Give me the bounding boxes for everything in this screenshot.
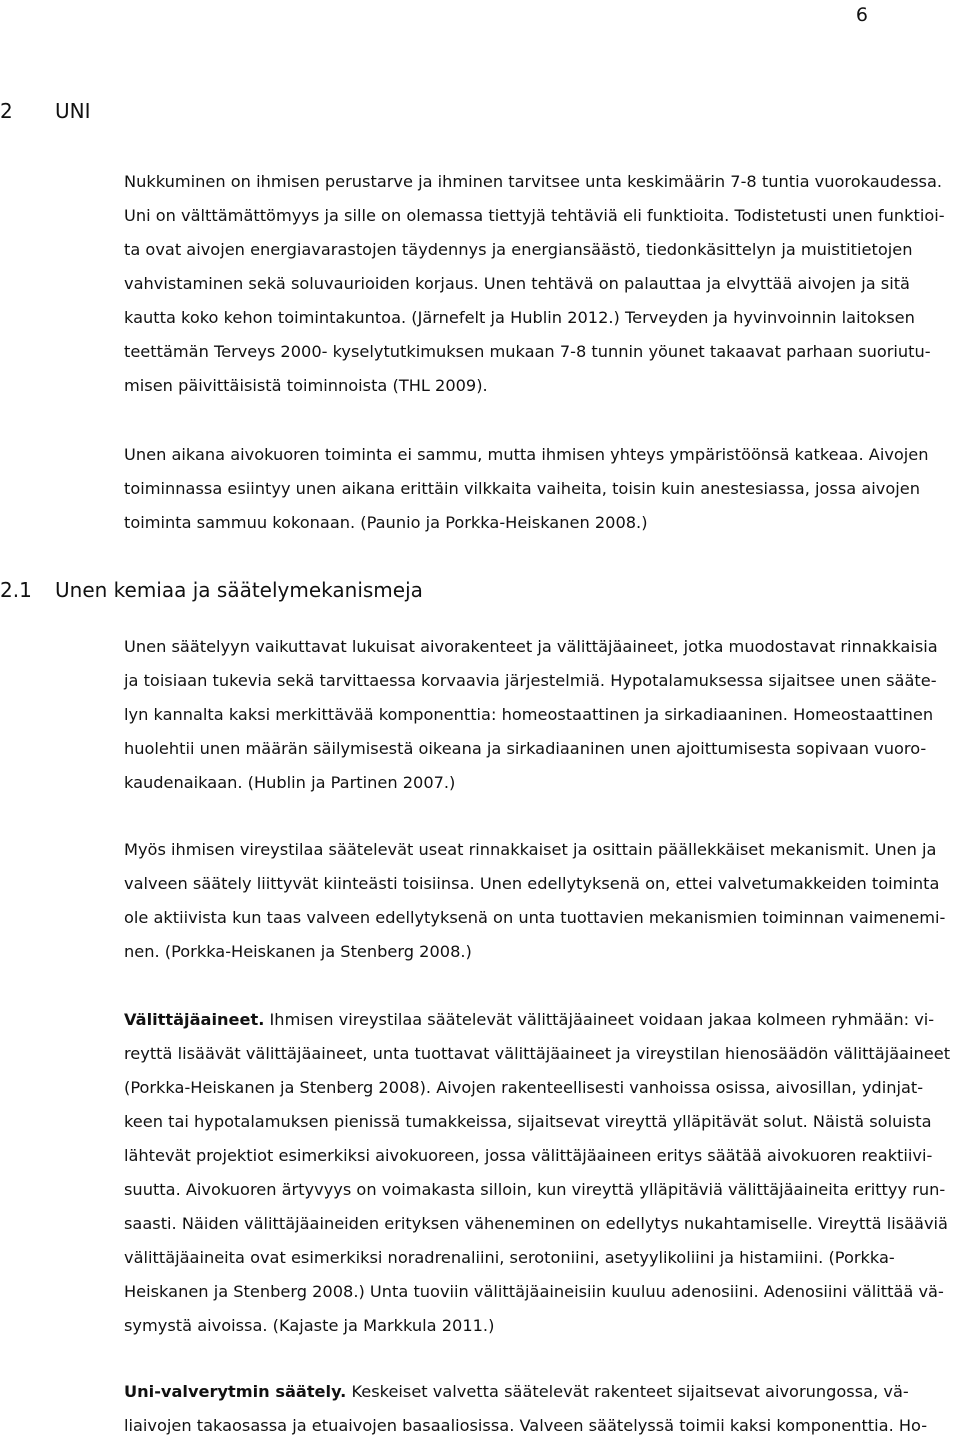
text-line: Heiskanen ja Stenberg 2008.) Unta tuoviin välittäjäaineisiin kuuluu adenosiini. Adenosiini välittää vä- xyxy=(124,1282,944,1301)
text-line: Nukkuminen on ihmisen perustarve ja ihminen tarvitsee unta keskimäärin 7-8 tuntia vuorokaudessa. xyxy=(124,172,943,191)
paragraph-6 xyxy=(124,1375,960,1443)
text-line: saasti. Näiden välittäjäaineiden erityksen väheneminen on edellytys nukahtamiselle. Vireyttä lisääviä xyxy=(124,1214,948,1233)
page-number: 6 xyxy=(855,4,868,26)
text-line: reyttä lisäävät välittäjäaineet, unta tuottavat välittäjäaineet ja vireystilan hienosäädön välittäjäaineet xyxy=(124,1044,951,1063)
text-line xyxy=(124,1003,960,1037)
text-line: Unen säätelyyn vaikuttavat lukuisat aivorakenteet ja välittäjäaineet, jotka muodostavat rinnakkaisia xyxy=(124,637,938,656)
text-line: keen tai hypotalamuksen pienissä tumakkeissa, sijaitsevat vireyttä ylläpitävät solut. Näistä soluista xyxy=(124,1112,932,1131)
text-line: lyn kannalta kaksi merkittävää komponenttia: homeostaattinen ja sirkadiaaninen. Homeostaattinen xyxy=(124,705,934,724)
text-line: lähtevät projektiot esimerkiksi aivokuoreen, jossa välittäjäaineen eritys säätää aivokuoren reaktiivi- xyxy=(124,1146,933,1165)
text-line: Uni on välttämättömyys ja sille on olemassa tiettyjä tehtäviä eli funktioita. Todistetusti unen funktioi- xyxy=(124,206,945,225)
text-line: symystä aivoissa. (Kajaste ja Markkula 2011.) xyxy=(124,1316,495,1335)
text-line: Myös ihmisen vireystilaa säätelevät useat rinnakkaiset ja osittain päällekkäiset mekanismit. Unen ja xyxy=(124,840,937,859)
text-line: suutta. Aivokuoren ärtyvyys on voimakasta silloin, kun vireyttä ylläpitäviä välittäjäaineita erittyy run- xyxy=(124,1180,946,1199)
text-line: liaivojen takaosassa ja etuaivojen basaaliosissa. Valveen säätelyssä toimii kaksi komponenttia. Ho- xyxy=(124,1416,928,1435)
text-line: toiminta sammuu kokonaan. (Paunio ja Porkka-Heiskanen 2008.) xyxy=(124,513,648,532)
paragraph-3 xyxy=(124,630,960,800)
text-line xyxy=(124,1375,960,1409)
section-number: 2.1 xyxy=(0,578,32,602)
text-line: vahvistaminen sekä soluvaurioiden korjaus. Unen tehtävä on palauttaa ja elvyttää aivojen ja sitä xyxy=(124,274,910,293)
text-line: valveen säätely liittyvät kiinteästi toisiinsa. Unen edellytyksenä on, ettei valvetumakkeiden toiminta xyxy=(124,874,940,893)
text-run: Ihmisen vireystilaa säätelevät välittäjäaineet voidaan jakaa kolmeen ryhmään: vi- xyxy=(264,1010,935,1029)
chapter-number: 2 xyxy=(0,99,13,123)
bold-lead: Uni-valverytmin säätely. xyxy=(124,1382,347,1401)
text-line: ja toisiaan tukevia sekä tarvittaessa korvaavia järjestelmiä. Hypotalamuksessa sijaitsee unen sääte- xyxy=(124,671,937,690)
text-line: kaudenaikaan. (Hublin ja Partinen 2007.) xyxy=(124,773,456,792)
paragraph-1 xyxy=(124,165,960,403)
section-title: Unen kemiaa ja säätelymekanismeja xyxy=(55,578,423,602)
text-line: välittäjäaineita ovat esimerkiksi noradrenaliini, serotoniini, asetyylikoliini ja histamiini. (Porkka- xyxy=(124,1248,895,1267)
text-line: toiminnassa esiintyy unen aikana erittäin vilkkaita vaiheita, toisin kuin anestesiassa, jossa aivojen xyxy=(124,479,920,498)
text-line: teettämän Terveys 2000- kyselytutkimuksen mukaan 7-8 tunnin yöunet takaavat parhaan suoriutu- xyxy=(124,342,931,361)
text-line: ole aktiivista kun taas valveen edellytyksenä on unta tuottavien mekanismien toiminnan vaimenemi- xyxy=(124,908,946,927)
text-line: kautta koko kehon toimintakuntoa. (Järnefelt ja Hublin 2012.) Terveyden ja hyvinvoinnin laitoksen xyxy=(124,308,915,327)
text-line: misen päivittäisistä toiminnoista (THL 2009). xyxy=(124,376,488,395)
text-run: Keskeiset valvetta säätelevät rakenteet sijaitsevat aivorungossa, vä- xyxy=(346,1382,909,1401)
text-line: Unen aikana aivokuoren toiminta ei sammu, mutta ihmisen yhteys ympäristöönsä katkeaa. Aivojen xyxy=(124,445,929,464)
chapter-title: UNI xyxy=(55,99,91,123)
paragraph-5 xyxy=(124,1003,960,1343)
text-line: (Porkka-Heiskanen ja Stenberg 2008). Aivojen rakenteellisesti vanhoissa osissa, aivosillan, ydinjat- xyxy=(124,1078,924,1097)
paragraph-4 xyxy=(124,833,960,969)
paragraph-2 xyxy=(124,438,960,540)
bold-lead: Välittäjäaineet. xyxy=(124,1010,265,1029)
text-line: nen. (Porkka-Heiskanen ja Stenberg 2008.) xyxy=(124,942,472,961)
text-line: ta ovat aivojen energiavarastojen täydennys ja energiansäästö, tiedonkäsittelyn ja muistitietojen xyxy=(124,240,913,259)
text-line: huolehtii unen määrän säilymisestä oikeana ja sirkadiaaninen unen ajoittumisesta sopivaan vuoro- xyxy=(124,739,927,758)
